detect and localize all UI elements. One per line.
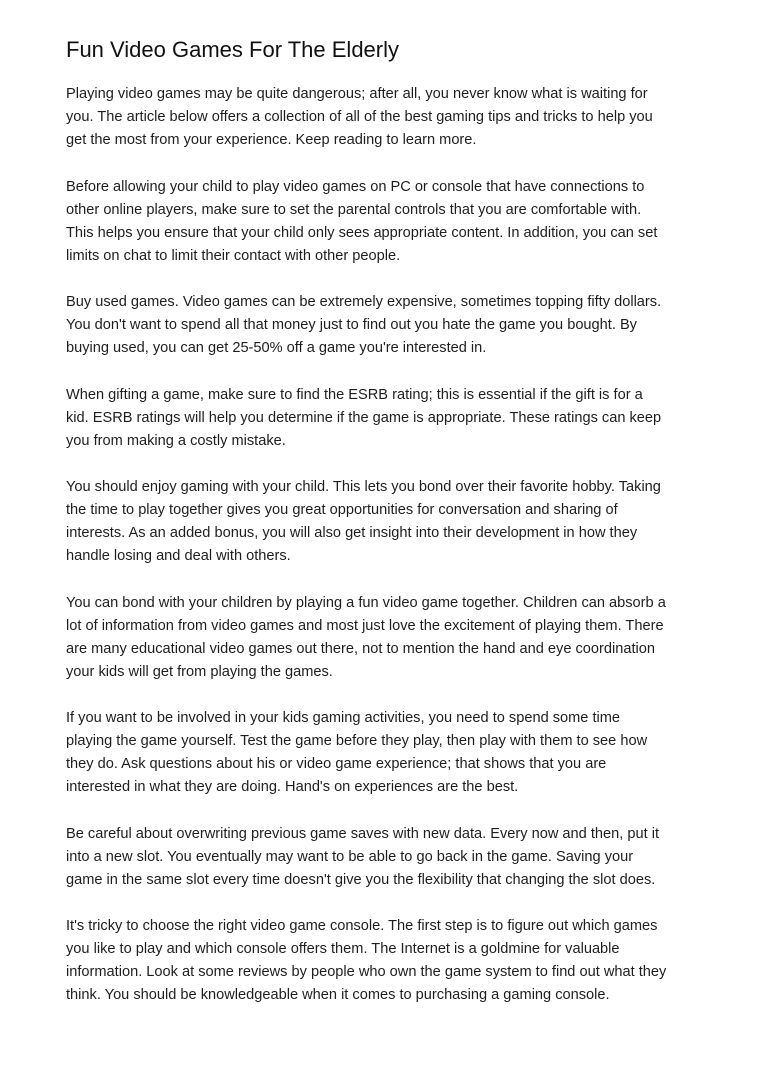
body-paragraph	[66, 476, 712, 568]
paragraph-line: Playing video games may be quite dangerous; after all, you never know what is waiting for	[66, 86, 648, 102]
paragraph-line: your kids will get from playing the games.	[66, 663, 333, 680]
body-paragraph	[66, 823, 712, 892]
paragraph-line: handle losing and deal with others.	[66, 548, 291, 564]
paragraph-line: interested in what they are doing. Hand's on experiences are the best.	[66, 779, 519, 795]
paragraph-line: into a new slot. You eventually may want to be able to go back in the game. Saving your	[66, 848, 634, 865]
paragraph-line: When gifting a game, make sure to find the ESRB rating; this is essential if the gift is for a	[66, 386, 643, 403]
paragraph-line: are many educational video games out there, not to mention the hand and eye coordination	[66, 640, 656, 657]
paragraph-line: limits on chat to limit their contact with other people.	[66, 247, 401, 264]
paragraph-line: Buy used games. Video games can be extremely expensive, sometimes topping fifty dollars.	[66, 294, 662, 310]
paragraph-line: Be careful about overwriting previous game saves with new data. Every now and then, put it	[66, 825, 659, 842]
paragraph-line: interests. As an added bonus, you will also get insight into their development in how they	[66, 525, 638, 541]
paragraph-line: This helps you ensure that your child only sees appropriate content. In addition, you can set	[66, 224, 658, 241]
paragraph-line: You should enjoy gaming with your child. This lets you bond over their favorite hobby. Taking	[66, 479, 661, 495]
document-title: Fun Video Games For The Elderly	[66, 37, 400, 62]
paragraph-line: the time to play together gives you great opportunities for conversation and sharing of	[66, 502, 618, 518]
body-paragraph	[66, 592, 712, 684]
paragraph-line: you like to play and which console offers them. The Internet is a goldmine for valuable	[66, 941, 620, 957]
paragraph-line: game in the same slot every time doesn't give you the flexibility that changing the slot does.	[66, 871, 656, 888]
paragraph-line: kid. ESRB ratings will help you determine if the game is appropriate. These ratings can keep	[66, 409, 662, 426]
body-paragraph	[66, 176, 712, 268]
paragraph-line: lot of information from video games and most just love the excitement of playing them. There	[66, 617, 664, 634]
paragraph-line: buying used, you can get 25-50% off a game you're interested in.	[66, 340, 487, 356]
paragraph-line: If you want to be involved in your kids gaming activities, you need to spend some time	[66, 710, 621, 726]
body-paragraph	[66, 83, 712, 152]
paragraph-line: they do. Ask questions about his or video game experience; that shows that you are	[66, 756, 607, 772]
body-paragraph	[66, 707, 712, 799]
paragraph-line: think. You should be knowledgeable when it comes to purchasing a gaming console.	[66, 987, 610, 1003]
paragraph-line: You don't want to spend all that money just to find out you hate the game you bought. By	[66, 317, 637, 333]
paragraph-line: you from making a costly mistake.	[66, 432, 286, 449]
paragraph-line: playing the game yourself. Test the game before they play, then play with them to see how	[66, 733, 648, 749]
paragraph-line: get the most from your experience. Keep reading to learn more.	[66, 132, 477, 148]
paragraph-line: you. The article below offers a collection of all of the best gaming tips and tricks to help you	[66, 109, 653, 125]
paragraph-line: information. Look at some reviews by people who own the game system to find out what they	[66, 964, 667, 980]
document-page	[66, 36, 712, 1031]
body-paragraph	[66, 384, 712, 453]
paragraph-line: Before allowing your child to play video games on PC or console that have connections to	[66, 178, 645, 195]
paragraph-line: You can bond with your children by playing a fun video game together. Children can absorb a	[66, 594, 666, 611]
body-paragraph	[66, 291, 712, 360]
paragraph-line: It's tricky to choose the right video game console. The first step is to figure out which games	[66, 918, 658, 934]
paragraph-line: other online players, make sure to set the parental controls that you are comfortable with.	[66, 201, 642, 218]
document-body	[66, 83, 712, 1007]
body-paragraph	[66, 915, 712, 1007]
